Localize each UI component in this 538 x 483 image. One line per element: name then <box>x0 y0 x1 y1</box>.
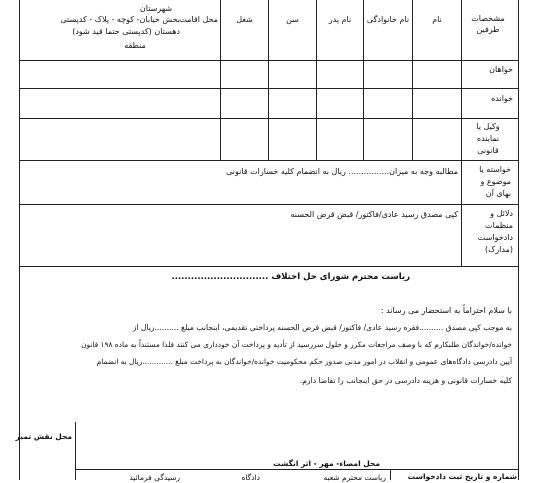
rule-claim-bottom <box>19 204 519 205</box>
header-father: نام پدر <box>328 15 352 24</box>
branch-label: ریاست محترم شعبه <box>323 473 386 482</box>
header-age: سن <box>286 15 299 24</box>
header-address-line4: منطقه <box>124 41 146 50</box>
header-address-line1: شهرستان <box>139 4 173 13</box>
col-sep-1 <box>461 0 462 266</box>
evidence-label: دلائل و منظمات دادخواست (مدارک) <box>477 209 513 254</box>
rule-header-bottom <box>19 60 519 61</box>
row-label-plaintiff: خواهان <box>489 65 513 74</box>
court-label: دادگاه <box>241 473 260 482</box>
form-border <box>15 0 519 480</box>
claim-label: خواسته یا موضوع و بهای آن <box>479 165 511 198</box>
header-family: نام خانوادگی <box>366 15 410 24</box>
header-residence: محل اقامت <box>179 15 218 24</box>
header-address-line2: بخش خیابان- کوچه - پلاک - کدپستی <box>60 15 180 24</box>
footer-signature-rule <box>76 469 519 470</box>
registration-label: شماره و تاریخ ثبت دادخواست <box>407 472 517 481</box>
stamp-divider <box>75 422 76 480</box>
body-line-3: آیین دادرسی دادگاه‌های عمومی و انقلاب در امور مدنی صدور حکم محکومیت خوانده/خواندگان به پرداخت مبلغ .............ریال به انضمام <box>96 357 512 366</box>
action-label: رسیدگی فرمائید <box>129 473 180 482</box>
rule-defendant-bottom <box>19 118 519 119</box>
rule-lawyer-bottom <box>19 160 519 161</box>
row-label-lawyer: وکیل یا نماینده قانونی <box>476 122 500 155</box>
signature-label: محل امضاء- مهر - اثر انگشت <box>273 459 380 468</box>
body-greeting: با سلام احتراماً به استحضار می رساند : <box>380 306 512 315</box>
registration-divider <box>390 469 391 480</box>
body-line-4: کلیه خسارات قانونی و هزینه دادرسی در حق اینجانب را تقاضا دارم. <box>299 376 512 385</box>
rule-plaintiff-bottom <box>19 88 519 89</box>
body-heading: ریاست محترم شورای حل اختلاف .............................. <box>171 272 410 282</box>
row-label-defendant: خوانده <box>491 94 513 103</box>
claim-value: مطالبه وجه به میزان................ ریال به انضمام کلیه خسارات قانونی <box>226 167 458 176</box>
header-job: شغل <box>236 15 253 24</box>
header-name: نام <box>432 15 442 24</box>
stamp-place-label: محل نقش تمبر <box>15 432 72 441</box>
rule-evidence-bottom <box>19 266 519 267</box>
body-line-1: به موجب کپی مصدق ..........فقره رسید عادی/ فاکتور/ قبض قرض الحسنه پرداختی تقدیمی، اینجانب مبلغ ..........ریال از <box>132 323 512 332</box>
evidence-value: کپی مصدق رسید عادی/فاکتور/ قبض قرض الحسنه <box>290 210 458 219</box>
body-line-2: خوانده/خواندگان طلبکارم که با وصف مراجعات مکرر و حلول سررسید از تأدیه و پرداخت آن خودداری می کنند فلذا مستنداً به ماده ۱۹۸ قانون <box>81 340 512 349</box>
header-address-line3: دهستان (کدپستی حتما قید شود) <box>72 27 180 36</box>
header-parties: مشخصات طرفین <box>471 14 505 34</box>
